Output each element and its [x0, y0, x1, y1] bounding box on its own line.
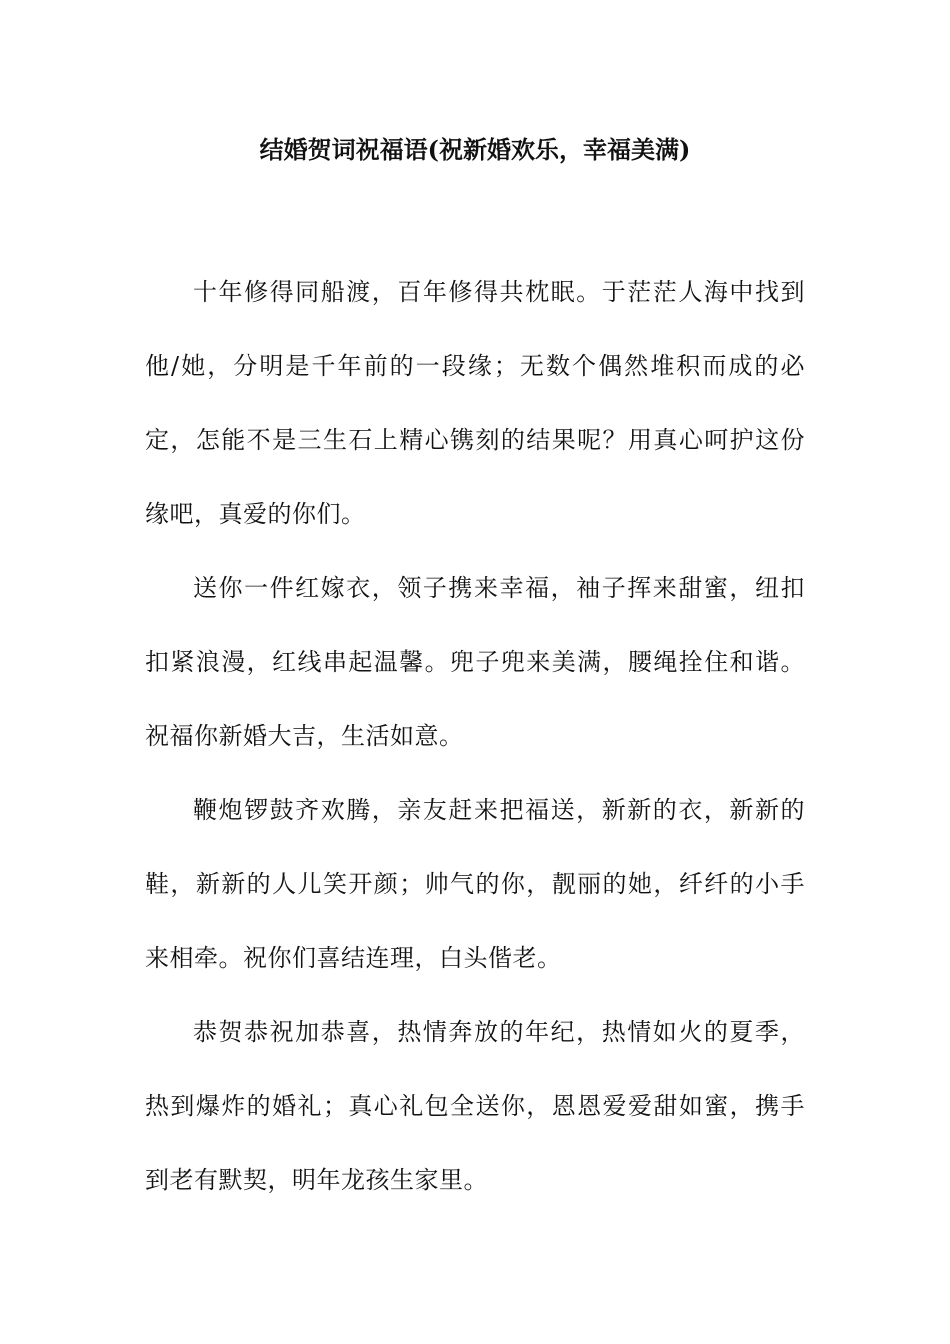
paragraph-2: 送你一件红嫁衣，领子携来幸福，袖子挥来甜蜜，纽扣扣紧浪漫，红线串起温馨。兜子兜来美满，腰绳拴住和谐。祝福你新婚大吉，生活如意。 — [145, 574, 805, 750]
paragraph-1: 十年修得同船渡，百年修得共枕眠。于茫茫人海中找到他/她，分明是千年前的一段缘；无数个偶然堆积而成的必定，怎能不是三生石上精心镌刻的结果呢？用真心呵护这份缘吧，真爱的你们。 — [145, 278, 805, 528]
document-title: 结婚贺词祝福语(祝新婚欢乐，幸福美满) — [259, 135, 691, 164]
document-body — [145, 255, 805, 1217]
paragraph-3: 鞭炮锣鼓齐欢腾，亲友赶来把福送，新新的衣，新新的鞋，新新的人儿笑开颜；帅气的你，靓丽的她，纤纤的小手来相牵。祝你们喜结连理，白头偕老。 — [145, 796, 805, 972]
paragraph-4: 恭贺恭祝加恭喜，热情奔放的年纪，热情如火的夏季，热到爆炸的婚礼；真心礼包全送你，恩恩爱爱甜如蜜，携手到老有默契，明年龙孩生家里。 — [145, 1018, 805, 1194]
